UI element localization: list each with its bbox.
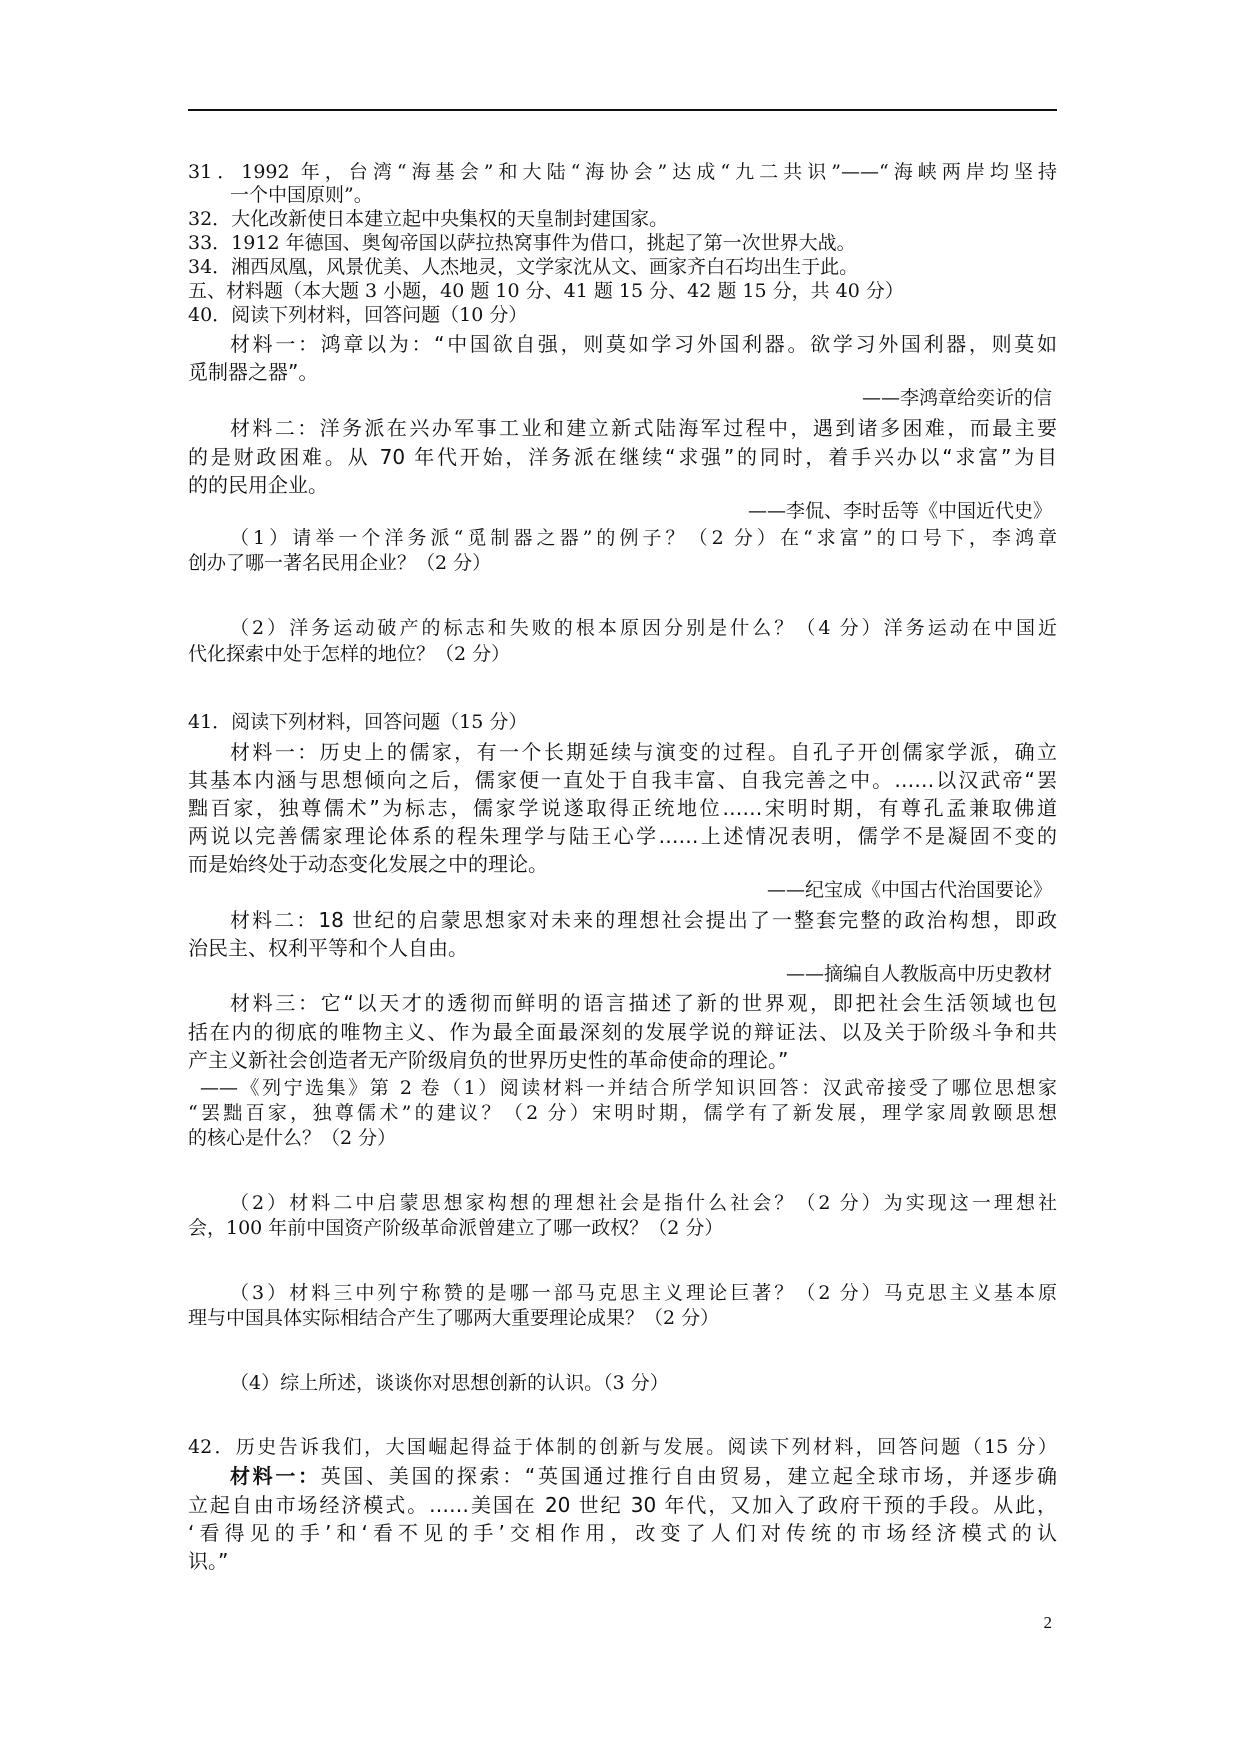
q41-sub3-line2: 理与中国具体实际相结合产生了哪两大重要理论成果？（2 分） — [188, 1307, 720, 1329]
q41-material2-line1: 材料二：18 世纪的启蒙思想家对未来的理想社会提出了一整套完整的政治构想，即政 — [230, 908, 1057, 932]
q41-material1-line3: 黜百家，独尊儒术”为标志，儒家学说遂取得正统地位……宋明时期，有尊孔孟兼取佛道 — [188, 796, 1057, 820]
header-rule — [188, 109, 1057, 111]
q41-material3-line2: 括在内的彻底的唯物主义、作为最全面最深刻的发展学说的辩证法、以及关于阶级斗争和共 — [188, 1020, 1057, 1044]
question-33: 33．1912 年德国、奥匈帝国以萨拉热窝事件为借口，挑起了第一次世界大战。 — [188, 232, 856, 254]
q41-material2-line2: 治民主、权利平等和个人自由。 — [188, 936, 468, 960]
q41-sub1-line3: 的核心是什么？（2 分） — [188, 1127, 397, 1149]
q41-material3-line3: 产主义新社会创造者无产阶级肩负的世界历史性的革命使命的理论。” — [188, 1048, 789, 1072]
q40-material2-line2: 的是财政困难。从 70 年代开始，洋务派在继续“求强”的同时，着手兴办以“求富”为目 — [188, 445, 1057, 469]
q41-sub4: （4）综上所述，谈谈你对思想创新的认识。（3 分） — [230, 1372, 669, 1394]
q40-material1-source: ——李鸿章给奕䜣的信 — [861, 387, 1052, 409]
question-32: 32．大化改新使日本建立起中央集权的天皇制封建国家。 — [188, 208, 669, 230]
q41-material2-source: ——摘编自人教版高中历史教材 — [785, 963, 1052, 985]
q41-material1-line4: 两说以完善儒家理论体系的程朱理学与陆王心学……上述情况表明，儒学不是凝固不变的 — [188, 824, 1057, 848]
q41-sub3-line1: （3）材料三中列宁称赞的是哪一部马克思主义理论巨著？（2 分）马克思主义基本原 — [230, 1282, 1057, 1304]
q40-sub1-line2: 创办了哪一著名民用企业？（2 分） — [188, 552, 492, 574]
q42-material1-line1 — [230, 1462, 1057, 1490]
q40-sub2-line1: （2）洋务运动破产的标志和失败的根本原因分别是什么？（4 分）洋务运动在中国近 — [230, 617, 1057, 639]
q40-material2-source: ——李侃、李时岳等《中国近代史》 — [747, 500, 1052, 522]
q40-material2-line3: 的的民用企业。 — [188, 473, 328, 497]
question-42-title: 42．历史告诉我们，大国崛起得益于体制的创新与发展。阅读下列材料，回答问题（15 分） — [188, 1436, 1057, 1458]
q42-material1-text: 英国、美国的探索：“英国通过推行自由贸易，建立起全球市场，并逐步确 — [320, 1464, 1057, 1488]
q41-sub1-line1: ——《列宁选集》第 2 卷（1）阅读材料一并结合所学知识回答：汉武帝接受了哪位思想家 — [200, 1077, 1057, 1099]
question-41-title: 41．阅读下列材料，回答问题（15 分） — [188, 711, 528, 733]
question-40-title: 40．阅读下列材料，回答问题（10 分） — [188, 304, 528, 326]
question-34: 34．湘西凤凰，风景优美、人杰地灵，文学家沈从文、画家齐白石均出生于此。 — [188, 256, 859, 278]
question-31-line2: 一个中国原则”。 — [230, 184, 373, 206]
q40-sub2-line2: 代化探索中处于怎样的地位？（2 分） — [188, 643, 511, 665]
q41-sub2-line1: （2）材料二中启蒙思想家构想的理想社会是指什么社会？（2 分）为实现这一理想社 — [230, 1192, 1057, 1214]
q42-material1-line2: 立起自由市场经济模式。……美国在 20 世纪 30 年代，又加入了政府干预的手段。从此， — [188, 1493, 1057, 1517]
q42-material1-label: 材料一： — [230, 1464, 321, 1488]
q42-material1-line4: 识。” — [188, 1549, 229, 1573]
q40-material1-line2: 觅制器之器”。 — [188, 360, 319, 384]
q40-material1-line1: 材料一：鸿章以为：“中国欲自强，则莫如学习外国利器。欲学习外国利器，则莫如 — [230, 332, 1057, 356]
q40-sub1-line1: （1）请举一个洋务派“觅制器之器”的例子？（2 分）在“求富”的口号下，李鸿章 — [230, 527, 1057, 549]
q41-material1-line2: 其基本内涵与思想倾向之后，儒家便一直处于自我丰富、自我完善之中。……以汉武帝“罢 — [188, 768, 1057, 792]
q41-material3-line1: 材料三：它“以天才的透彻而鲜明的语言描述了新的世界观，即把社会生活领域也包 — [230, 991, 1057, 1015]
q41-sub2-line2: 会，100 年前中国资产阶级革命派曾建立了哪一政权？（2 分） — [188, 1217, 724, 1239]
q41-material1-line5: 而是始终处于动态变化发展之中的理论。 — [188, 852, 548, 876]
question-31-line1: 31．1992 年，台湾“海基会”和大陆“海协会”达成“九二共识”——“海峡两岸均坚持 — [188, 161, 1057, 183]
q41-sub1-line2: “罢黜百家，独尊儒术”的建议？（2 分）宋明时期，儒学有了新发展，理学家周敦颐思想 — [188, 1102, 1057, 1124]
section-5-heading: 五、材料题（本大题 3 小题，40 题 10 分、41 题 15 分、42 题 15 分，共 40 分） — [188, 280, 904, 302]
q41-material1-line1: 材料一：历史上的儒家，有一个长期延续与演变的过程。自孔子开创儒家学派，确立 — [230, 740, 1057, 764]
q42-material1-line3: ‘看得见的手’和‘看不见的手’交相作用，改变了人们对传统的市场经济模式的认 — [188, 1521, 1057, 1545]
page-number: 2 — [1043, 1613, 1052, 1632]
q40-material2-line1: 材料二：洋务派在兴办军事工业和建立新式陆海军过程中，遇到诸多困难，而最主要 — [230, 416, 1057, 440]
q41-material1-source: ——纪宝成《中国古代治国要论》 — [766, 879, 1052, 901]
